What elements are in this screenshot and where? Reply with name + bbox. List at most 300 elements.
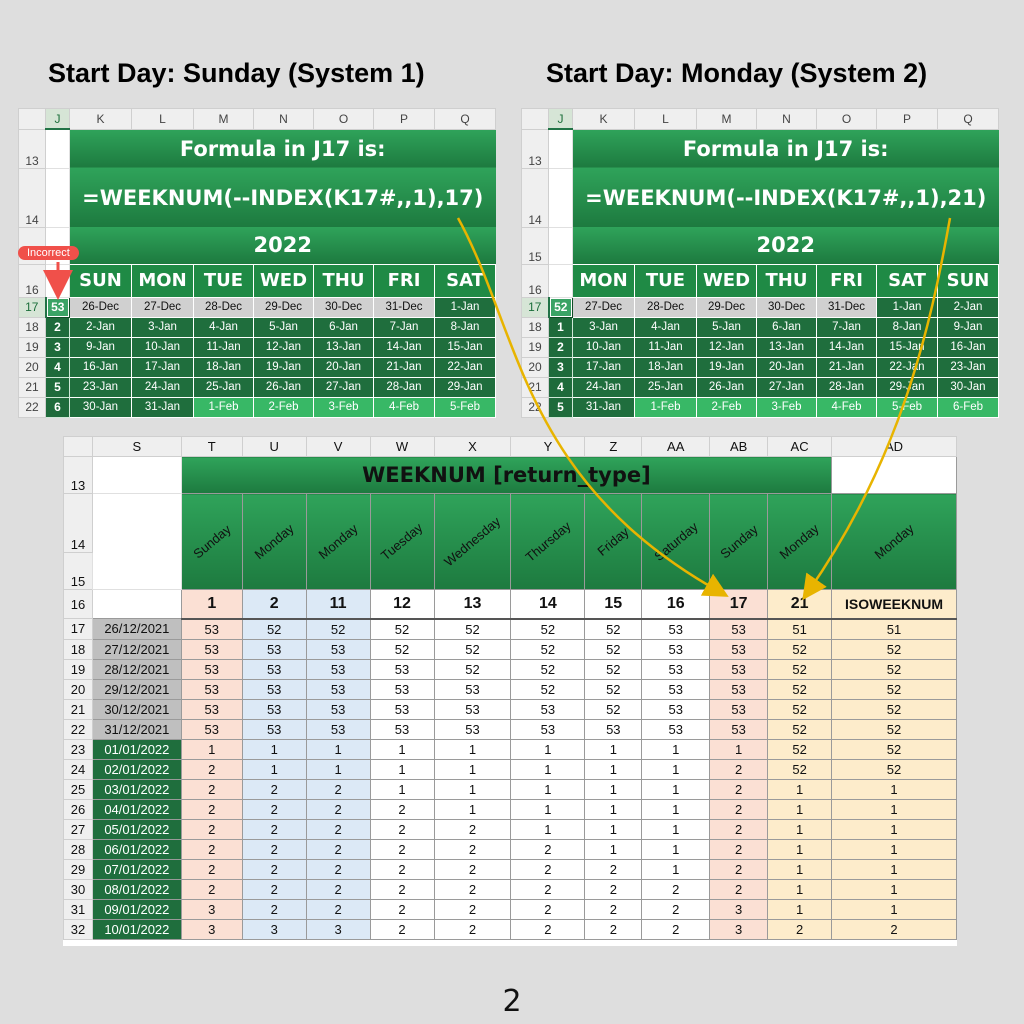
date-cell[interactable]: 22-Jan bbox=[435, 357, 496, 377]
column-header[interactable]: Q bbox=[435, 109, 496, 130]
weeknum-value-cell[interactable]: 53 bbox=[242, 679, 306, 699]
weeknum-value-cell[interactable]: 1 bbox=[585, 799, 642, 819]
date-cell[interactable]: 9-Jan bbox=[938, 317, 999, 337]
weeknum-value-cell[interactable]: 52 bbox=[585, 659, 642, 679]
weeknum-value-cell[interactable]: 2 bbox=[181, 879, 242, 899]
weeknum-value-cell[interactable]: 52 bbox=[832, 659, 957, 679]
date-cell[interactable]: 31-Jan bbox=[132, 397, 194, 417]
date-cell[interactable]: 28-Jan bbox=[374, 377, 435, 397]
row-number[interactable]: 18 bbox=[522, 317, 549, 337]
weeknum-value-cell[interactable]: 53 bbox=[710, 719, 768, 739]
column-header[interactable]: T bbox=[181, 437, 242, 457]
weeknum-value-cell[interactable]: 2 bbox=[370, 819, 434, 839]
weeknum-value-cell[interactable]: 2 bbox=[306, 899, 370, 919]
weeknum-value-cell[interactable]: 53 bbox=[242, 699, 306, 719]
weeknum-value-cell[interactable]: 52 bbox=[370, 619, 434, 640]
weeknum-value-cell[interactable]: 52 bbox=[242, 619, 306, 640]
column-header[interactable]: O bbox=[314, 109, 374, 130]
date-cell[interactable]: 5-Jan bbox=[697, 317, 757, 337]
row-number[interactable]: 20 bbox=[19, 357, 46, 377]
date-cell[interactable]: 5-Feb bbox=[435, 397, 496, 417]
weeknum-value-cell[interactable]: 2 bbox=[710, 879, 768, 899]
weeknum-value-cell[interactable]: 2 bbox=[434, 899, 511, 919]
weeknum-value-cell[interactable]: 2 bbox=[585, 919, 642, 939]
date-cell[interactable]: 4-Feb bbox=[817, 397, 877, 417]
column-header[interactable]: U bbox=[242, 437, 306, 457]
date-cell[interactable]: 8-Jan bbox=[435, 317, 496, 337]
date-cell[interactable]: 7-Jan bbox=[374, 317, 435, 337]
weeknum-value-cell[interactable]: 53 bbox=[370, 659, 434, 679]
return-type-cell[interactable]: 15 bbox=[585, 590, 642, 619]
weeknum-value-cell[interactable]: 2 bbox=[181, 859, 242, 879]
weeknum-value-cell[interactable]: 2 bbox=[242, 879, 306, 899]
weeknum-value-cell[interactable]: 2 bbox=[710, 819, 768, 839]
weeknum-value-cell[interactable]: 2 bbox=[832, 919, 957, 939]
weeknum-value-cell[interactable]: 2 bbox=[242, 839, 306, 859]
column-header[interactable]: AD bbox=[832, 437, 957, 457]
row-number[interactable]: 16 bbox=[19, 264, 46, 297]
weeknum-value-cell[interactable]: 3 bbox=[710, 919, 768, 939]
row-number[interactable]: 32 bbox=[64, 919, 93, 939]
date-cell[interactable]: 16-Jan bbox=[938, 337, 999, 357]
row-number[interactable]: 26 bbox=[64, 799, 93, 819]
week-number-cell[interactable]: 2 bbox=[46, 317, 70, 337]
row-number[interactable]: 14 bbox=[19, 168, 46, 227]
column-header[interactable]: L bbox=[132, 109, 194, 130]
row-number[interactable]: 31 bbox=[64, 899, 93, 919]
weeknum-value-cell[interactable]: 53 bbox=[642, 659, 710, 679]
row-number[interactable]: 13 bbox=[19, 129, 46, 168]
date-cell[interactable]: 16-Jan bbox=[70, 357, 132, 377]
weeknum-value-cell[interactable]: 52 bbox=[585, 679, 642, 699]
weeknum-value-cell[interactable]: 53 bbox=[242, 639, 306, 659]
date-cell[interactable]: 30-Jan bbox=[70, 397, 132, 417]
weeknum-value-cell[interactable]: 1 bbox=[642, 739, 710, 759]
date-cell[interactable]: 1-Jan bbox=[435, 297, 496, 317]
date-cell[interactable]: 2-Jan bbox=[70, 317, 132, 337]
date-cell[interactable]: 25-Jan bbox=[635, 377, 697, 397]
weeknum-value-cell[interactable]: 2 bbox=[370, 879, 434, 899]
row-number[interactable]: 17 bbox=[64, 619, 93, 640]
date-cell[interactable]: 2-Feb bbox=[697, 397, 757, 417]
row-number[interactable]: 18 bbox=[64, 639, 93, 659]
weeknum-value-cell[interactable]: 1 bbox=[306, 739, 370, 759]
weeknum-value-cell[interactable]: 2 bbox=[242, 779, 306, 799]
date-cell[interactable]: 21-Jan bbox=[374, 357, 435, 377]
date-cell[interactable]: 28-Jan bbox=[817, 377, 877, 397]
week-number-cell[interactable]: 5 bbox=[46, 377, 70, 397]
row-number[interactable]: 16 bbox=[522, 264, 549, 297]
weeknum-value-cell[interactable]: 1 bbox=[832, 859, 957, 879]
weeknum-value-cell[interactable]: 2 bbox=[642, 899, 710, 919]
date-cell[interactable]: 15-Jan bbox=[877, 337, 938, 357]
week-number-cell[interactable]: 3 bbox=[46, 337, 70, 357]
weeknum-value-cell[interactable]: 52 bbox=[585, 639, 642, 659]
date-cell[interactable]: 27-Jan bbox=[757, 377, 817, 397]
weeknum-value-cell[interactable]: 1 bbox=[585, 739, 642, 759]
date-cell[interactable]: 04/01/2022 bbox=[92, 799, 181, 819]
weeknum-value-cell[interactable]: 52 bbox=[832, 759, 957, 779]
row-number[interactable]: 22 bbox=[19, 397, 46, 417]
weeknum-value-cell[interactable]: 3 bbox=[181, 899, 242, 919]
weeknum-value-cell[interactable]: 53 bbox=[710, 639, 768, 659]
weeknum-value-cell[interactable]: 52 bbox=[511, 659, 585, 679]
row-number[interactable]: 21 bbox=[19, 377, 46, 397]
date-cell[interactable]: 6-Jan bbox=[757, 317, 817, 337]
date-cell[interactable]: 31-Dec bbox=[817, 297, 877, 317]
return-type-cell[interactable]: 16 bbox=[642, 590, 710, 619]
row-number[interactable]: 30 bbox=[64, 879, 93, 899]
week-number-cell[interactable]: 3 bbox=[549, 357, 573, 377]
weeknum-value-cell[interactable]: 2 bbox=[242, 859, 306, 879]
weeknum-value-cell[interactable]: 2 bbox=[370, 799, 434, 819]
date-cell[interactable]: 22-Jan bbox=[877, 357, 938, 377]
row-number[interactable]: 13 bbox=[522, 129, 549, 168]
date-cell[interactable]: 3-Feb bbox=[757, 397, 817, 417]
weeknum-value-cell[interactable]: 53 bbox=[242, 719, 306, 739]
weeknum-value-cell[interactable]: 2 bbox=[181, 819, 242, 839]
week-number-cell[interactable]: 4 bbox=[549, 377, 573, 397]
weeknum-value-cell[interactable]: 2 bbox=[181, 839, 242, 859]
weeknum-value-cell[interactable]: 2 bbox=[181, 779, 242, 799]
date-cell[interactable]: 31-Dec bbox=[374, 297, 435, 317]
return-type-cell[interactable]: 12 bbox=[370, 590, 434, 619]
date-cell[interactable]: 7-Jan bbox=[817, 317, 877, 337]
column-header[interactable]: AA bbox=[642, 437, 710, 457]
weeknum-value-cell[interactable]: 2 bbox=[370, 859, 434, 879]
weeknum-value-cell[interactable]: 2 bbox=[710, 779, 768, 799]
weeknum-value-cell[interactable]: 1 bbox=[832, 819, 957, 839]
weeknum-value-cell[interactable]: 2 bbox=[306, 879, 370, 899]
weeknum-value-cell[interactable]: 52 bbox=[768, 659, 832, 679]
row-number[interactable]: 25 bbox=[64, 779, 93, 799]
date-cell[interactable]: 03/01/2022 bbox=[92, 779, 181, 799]
date-cell[interactable]: 3-Feb bbox=[314, 397, 374, 417]
weeknum-value-cell[interactable]: 2 bbox=[434, 879, 511, 899]
return-type-cell[interactable]: 1 bbox=[181, 590, 242, 619]
column-header[interactable]: K bbox=[70, 109, 132, 130]
weeknum-value-cell[interactable]: 1 bbox=[585, 759, 642, 779]
week-number-cell[interactable]: 5 bbox=[549, 397, 573, 417]
weeknum-value-cell[interactable]: 1 bbox=[832, 879, 957, 899]
weeknum-value-cell[interactable]: 1 bbox=[768, 839, 832, 859]
weeknum-value-cell[interactable]: 1 bbox=[768, 859, 832, 879]
date-cell[interactable]: 30-Dec bbox=[757, 297, 817, 317]
weeknum-value-cell[interactable]: 53 bbox=[642, 719, 710, 739]
date-cell[interactable]: 27-Dec bbox=[573, 297, 635, 317]
date-cell[interactable]: 17-Jan bbox=[132, 357, 194, 377]
weeknum-value-cell[interactable]: 1 bbox=[768, 819, 832, 839]
weeknum-value-cell[interactable]: 2 bbox=[306, 799, 370, 819]
date-cell[interactable]: 31/12/2021 bbox=[92, 719, 181, 739]
weeknum-value-cell[interactable]: 1 bbox=[710, 739, 768, 759]
weeknum-value-cell[interactable]: 52 bbox=[511, 619, 585, 640]
weeknum-value-cell[interactable]: 2 bbox=[511, 859, 585, 879]
weeknum-value-cell[interactable]: 53 bbox=[181, 679, 242, 699]
date-cell[interactable]: 30-Jan bbox=[938, 377, 999, 397]
date-cell[interactable]: 28-Dec bbox=[194, 297, 254, 317]
date-cell[interactable]: 15-Jan bbox=[435, 337, 496, 357]
column-header[interactable]: Q bbox=[938, 109, 999, 130]
weeknum-value-cell[interactable]: 2 bbox=[511, 879, 585, 899]
column-header[interactable]: P bbox=[877, 109, 938, 130]
weeknum-value-cell[interactable]: 2 bbox=[306, 859, 370, 879]
weeknum-value-cell[interactable]: 52 bbox=[768, 719, 832, 739]
date-cell[interactable]: 13-Jan bbox=[757, 337, 817, 357]
weeknum-value-cell[interactable]: 2 bbox=[585, 879, 642, 899]
date-cell[interactable]: 28/12/2021 bbox=[92, 659, 181, 679]
date-cell[interactable]: 10/01/2022 bbox=[92, 919, 181, 939]
weeknum-value-cell[interactable]: 2 bbox=[181, 759, 242, 779]
column-header[interactable]: V bbox=[306, 437, 370, 457]
weeknum-value-cell[interactable]: 52 bbox=[832, 699, 957, 719]
weeknum-value-cell[interactable]: 53 bbox=[710, 619, 768, 640]
date-cell[interactable]: 17-Jan bbox=[573, 357, 635, 377]
row-number[interactable]: 17 bbox=[19, 297, 46, 317]
weeknum-value-cell[interactable]: 3 bbox=[710, 899, 768, 919]
column-header[interactable]: N bbox=[757, 109, 817, 130]
weeknum-value-cell[interactable]: 2 bbox=[370, 839, 434, 859]
date-cell[interactable]: 13-Jan bbox=[314, 337, 374, 357]
weeknum-value-cell[interactable]: 1 bbox=[434, 739, 511, 759]
date-cell[interactable]: 20-Jan bbox=[757, 357, 817, 377]
date-cell[interactable]: 14-Jan bbox=[817, 337, 877, 357]
date-cell[interactable]: 6-Jan bbox=[314, 317, 374, 337]
weeknum-value-cell[interactable]: 52 bbox=[434, 639, 511, 659]
row-number[interactable]: 19 bbox=[19, 337, 46, 357]
column-header[interactable]: K bbox=[573, 109, 635, 130]
weeknum-value-cell[interactable]: 1 bbox=[585, 779, 642, 799]
weeknum-value-cell[interactable]: 53 bbox=[710, 699, 768, 719]
weeknum-value-cell[interactable]: 2 bbox=[306, 839, 370, 859]
weeknum-value-cell[interactable]: 1 bbox=[768, 879, 832, 899]
row-number[interactable]: 18 bbox=[19, 317, 46, 337]
weeknum-value-cell[interactable]: 1 bbox=[434, 799, 511, 819]
weeknum-value-cell[interactable]: 1 bbox=[642, 759, 710, 779]
weeknum-value-cell[interactable]: 2 bbox=[434, 839, 511, 859]
weeknum-value-cell[interactable]: 53 bbox=[642, 699, 710, 719]
weeknum-value-cell[interactable]: 53 bbox=[642, 619, 710, 640]
weeknum-value-cell[interactable]: 2 bbox=[710, 759, 768, 779]
weeknum-value-cell[interactable]: 53 bbox=[181, 719, 242, 739]
weeknum-value-cell[interactable]: 52 bbox=[585, 699, 642, 719]
weeknum-value-cell[interactable]: 2 bbox=[242, 899, 306, 919]
weeknum-value-cell[interactable]: 1 bbox=[768, 799, 832, 819]
date-cell[interactable]: 28-Dec bbox=[635, 297, 697, 317]
weeknum-value-cell[interactable]: 2 bbox=[370, 899, 434, 919]
date-cell[interactable]: 29/12/2021 bbox=[92, 679, 181, 699]
weeknum-value-cell[interactable]: 2 bbox=[585, 899, 642, 919]
weeknum-value-cell[interactable]: 1 bbox=[642, 819, 710, 839]
date-cell[interactable]: 02/01/2022 bbox=[92, 759, 181, 779]
weeknum-value-cell[interactable]: 3 bbox=[306, 919, 370, 939]
weeknum-value-cell[interactable]: 2 bbox=[434, 919, 511, 939]
weeknum-value-cell[interactable]: 1 bbox=[832, 799, 957, 819]
weeknum-value-cell[interactable]: 2 bbox=[242, 799, 306, 819]
date-cell[interactable]: 24-Jan bbox=[573, 377, 635, 397]
weeknum-value-cell[interactable]: 1 bbox=[370, 739, 434, 759]
weeknum-value-cell[interactable]: 1 bbox=[242, 759, 306, 779]
date-cell[interactable]: 29-Jan bbox=[877, 377, 938, 397]
weeknum-value-cell[interactable]: 2 bbox=[306, 819, 370, 839]
weeknum-value-cell[interactable]: 1 bbox=[832, 779, 957, 799]
date-cell[interactable]: 29-Jan bbox=[435, 377, 496, 397]
weeknum-value-cell[interactable]: 2 bbox=[642, 879, 710, 899]
date-cell[interactable]: 05/01/2022 bbox=[92, 819, 181, 839]
weeknum-value-cell[interactable]: 53 bbox=[511, 719, 585, 739]
row-number[interactable]: 14 bbox=[64, 494, 93, 553]
week-number-cell[interactable]: 4 bbox=[46, 357, 70, 377]
weeknum-value-cell[interactable]: 52 bbox=[832, 639, 957, 659]
date-cell[interactable]: 21-Jan bbox=[817, 357, 877, 377]
row-number[interactable]: 19 bbox=[522, 337, 549, 357]
weeknum-value-cell[interactable]: 52 bbox=[832, 679, 957, 699]
date-cell[interactable]: 1-Feb bbox=[635, 397, 697, 417]
row-number[interactable]: 21 bbox=[522, 377, 549, 397]
week-number-cell[interactable]: 1 bbox=[549, 317, 573, 337]
weeknum-value-cell[interactable]: 2 bbox=[585, 859, 642, 879]
column-header[interactable]: W bbox=[370, 437, 434, 457]
weeknum-value-cell[interactable]: 1 bbox=[306, 759, 370, 779]
return-type-cell[interactable]: 17 bbox=[710, 590, 768, 619]
weeknum-value-cell[interactable]: 53 bbox=[181, 659, 242, 679]
weeknum-value-cell[interactable]: 2 bbox=[242, 819, 306, 839]
date-cell[interactable]: 25-Jan bbox=[194, 377, 254, 397]
row-number[interactable]: 22 bbox=[522, 397, 549, 417]
date-cell[interactable]: 6-Feb bbox=[938, 397, 999, 417]
weeknum-value-cell[interactable]: 1 bbox=[434, 759, 511, 779]
row-number[interactable]: 27 bbox=[64, 819, 93, 839]
date-cell[interactable]: 31-Jan bbox=[573, 397, 635, 417]
weeknum-value-cell[interactable]: 53 bbox=[306, 699, 370, 719]
date-cell[interactable]: 27-Jan bbox=[314, 377, 374, 397]
column-header[interactable]: J bbox=[549, 109, 573, 130]
row-number[interactable]: 24 bbox=[64, 759, 93, 779]
row-number[interactable]: 16 bbox=[64, 590, 93, 619]
weeknum-value-cell[interactable]: 51 bbox=[768, 619, 832, 640]
return-type-cell[interactable]: 21 bbox=[768, 590, 832, 619]
date-cell[interactable]: 20-Jan bbox=[314, 357, 374, 377]
row-number[interactable]: 20 bbox=[64, 679, 93, 699]
row-number[interactable]: 29 bbox=[64, 859, 93, 879]
date-cell[interactable]: 4-Jan bbox=[635, 317, 697, 337]
date-cell[interactable]: 12-Jan bbox=[254, 337, 314, 357]
row-number[interactable]: 15 bbox=[64, 553, 93, 590]
weeknum-value-cell[interactable]: 2 bbox=[181, 799, 242, 819]
weeknum-value-cell[interactable]: 1 bbox=[642, 839, 710, 859]
date-cell[interactable]: 18-Jan bbox=[194, 357, 254, 377]
weeknum-value-cell[interactable]: 1 bbox=[242, 739, 306, 759]
weeknum-value-cell[interactable]: 1 bbox=[370, 759, 434, 779]
date-cell[interactable]: 19-Jan bbox=[697, 357, 757, 377]
date-cell[interactable]: 26-Dec bbox=[70, 297, 132, 317]
date-cell[interactable]: 8-Jan bbox=[877, 317, 938, 337]
weeknum-value-cell[interactable]: 2 bbox=[710, 839, 768, 859]
weeknum-value-cell[interactable]: 1 bbox=[511, 739, 585, 759]
weeknum-value-cell[interactable]: 53 bbox=[710, 659, 768, 679]
row-number[interactable]: 19 bbox=[64, 659, 93, 679]
weeknum-value-cell[interactable]: 53 bbox=[306, 639, 370, 659]
weeknum-value-cell[interactable]: 53 bbox=[710, 679, 768, 699]
weeknum-value-cell[interactable]: 52 bbox=[832, 719, 957, 739]
row-number[interactable]: 13 bbox=[64, 457, 93, 494]
date-cell[interactable]: 07/01/2022 bbox=[92, 859, 181, 879]
weeknum-value-cell[interactable]: 3 bbox=[242, 919, 306, 939]
week-number-cell[interactable]: 53 bbox=[46, 297, 70, 317]
weeknum-value-cell[interactable]: 1 bbox=[181, 739, 242, 759]
row-number[interactable]: 15 bbox=[522, 227, 549, 264]
return-type-cell[interactable]: 11 bbox=[306, 590, 370, 619]
weeknum-value-cell[interactable]: 2 bbox=[434, 819, 511, 839]
column-header[interactable]: S bbox=[92, 437, 181, 457]
date-cell[interactable]: 27/12/2021 bbox=[92, 639, 181, 659]
date-cell[interactable]: 11-Jan bbox=[635, 337, 697, 357]
weeknum-value-cell[interactable]: 1 bbox=[511, 819, 585, 839]
column-header[interactable]: Y bbox=[511, 437, 585, 457]
column-header[interactable]: O bbox=[817, 109, 877, 130]
date-cell[interactable]: 26-Jan bbox=[697, 377, 757, 397]
date-cell[interactable]: 1-Feb bbox=[194, 397, 254, 417]
weeknum-value-cell[interactable]: 1 bbox=[585, 839, 642, 859]
week-number-cell[interactable]: 6 bbox=[46, 397, 70, 417]
weeknum-value-cell[interactable]: 2 bbox=[511, 899, 585, 919]
weeknum-value-cell[interactable]: 2 bbox=[434, 859, 511, 879]
date-cell[interactable]: 01/01/2022 bbox=[92, 739, 181, 759]
column-header[interactable]: P bbox=[374, 109, 435, 130]
return-type-cell[interactable]: 2 bbox=[242, 590, 306, 619]
return-type-cell[interactable]: 14 bbox=[511, 590, 585, 619]
weeknum-value-cell[interactable]: 53 bbox=[370, 719, 434, 739]
date-cell[interactable]: 18-Jan bbox=[635, 357, 697, 377]
date-cell[interactable]: 27-Dec bbox=[132, 297, 194, 317]
weeknum-value-cell[interactable]: 3 bbox=[181, 919, 242, 939]
weeknum-value-cell[interactable]: 1 bbox=[768, 899, 832, 919]
date-cell[interactable]: 26-Jan bbox=[254, 377, 314, 397]
date-cell[interactable]: 10-Jan bbox=[132, 337, 194, 357]
row-number[interactable]: 14 bbox=[522, 168, 549, 227]
weeknum-value-cell[interactable]: 1 bbox=[511, 799, 585, 819]
weeknum-value-cell[interactable]: 1 bbox=[768, 779, 832, 799]
date-cell[interactable]: 24-Jan bbox=[132, 377, 194, 397]
row-number[interactable]: 23 bbox=[64, 739, 93, 759]
weeknum-value-cell[interactable]: 53 bbox=[434, 719, 511, 739]
weeknum-value-cell[interactable]: 52 bbox=[832, 739, 957, 759]
weeknum-value-cell[interactable]: 53 bbox=[434, 679, 511, 699]
weeknum-value-cell[interactable]: 53 bbox=[434, 699, 511, 719]
date-cell[interactable]: 11-Jan bbox=[194, 337, 254, 357]
date-cell[interactable]: 19-Jan bbox=[254, 357, 314, 377]
weeknum-value-cell[interactable]: 1 bbox=[585, 819, 642, 839]
weeknum-value-cell[interactable]: 2 bbox=[511, 919, 585, 939]
weeknum-value-cell[interactable]: 53 bbox=[370, 679, 434, 699]
date-cell[interactable]: 29-Dec bbox=[697, 297, 757, 317]
column-header[interactable]: AC bbox=[768, 437, 832, 457]
date-cell[interactable]: 2-Feb bbox=[254, 397, 314, 417]
date-cell[interactable]: 06/01/2022 bbox=[92, 839, 181, 859]
weeknum-value-cell[interactable]: 53 bbox=[306, 659, 370, 679]
weeknum-value-cell[interactable]: 53 bbox=[585, 719, 642, 739]
date-cell[interactable]: 1-Jan bbox=[877, 297, 938, 317]
date-cell[interactable]: 29-Dec bbox=[254, 297, 314, 317]
weeknum-value-cell[interactable]: 1 bbox=[511, 759, 585, 779]
date-cell[interactable]: 5-Jan bbox=[254, 317, 314, 337]
weeknum-value-cell[interactable]: 52 bbox=[768, 699, 832, 719]
row-number[interactable]: 21 bbox=[64, 699, 93, 719]
date-cell[interactable]: 30-Dec bbox=[314, 297, 374, 317]
weeknum-value-cell[interactable]: 1 bbox=[642, 859, 710, 879]
weeknum-value-cell[interactable]: 1 bbox=[832, 839, 957, 859]
weeknum-value-cell[interactable]: 52 bbox=[370, 639, 434, 659]
